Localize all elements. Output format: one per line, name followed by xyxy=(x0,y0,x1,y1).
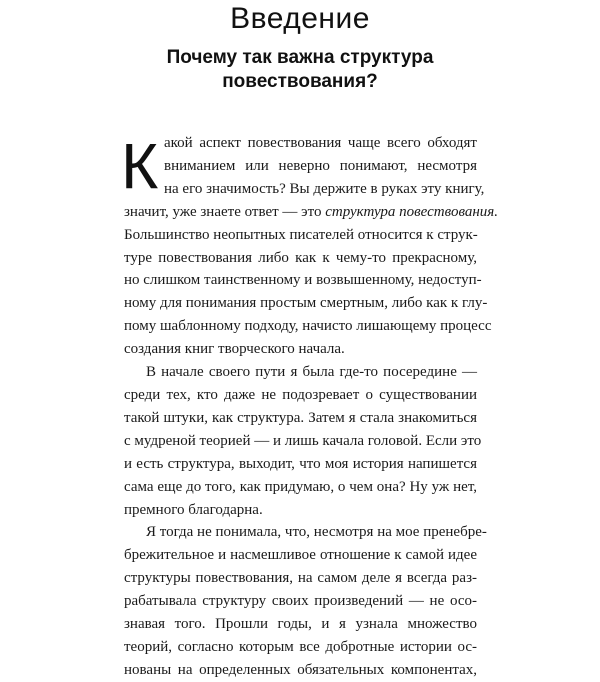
text-line xyxy=(124,201,499,224)
text-line: нованы на определенных обязательных компонентах, xyxy=(124,661,477,678)
text-line: создания книг творческого начала. xyxy=(124,341,345,358)
text-line: среди тех, кто даже не подозревает о существовании xyxy=(124,386,477,403)
paragraph-3 xyxy=(124,521,487,681)
text-line: на его значимость? Вы держите в руках эту книгу, xyxy=(164,180,485,197)
text-line: и есть структура, выходит, что моя история напишется xyxy=(124,455,477,472)
text-line: знавая того. Прошли годы, и я узнала множество xyxy=(124,616,477,633)
text-line: теорий, согласно которым все добротные истории ос- xyxy=(124,638,477,655)
text-line: с мудреной теорией — и лишь качала головой. Если это xyxy=(124,432,482,449)
text-line: В начале своего пути я была где-то посередине — xyxy=(146,364,477,381)
body-text xyxy=(121,130,499,682)
text-line: рабатывала структуру своих произведений — не осо- xyxy=(124,593,477,610)
text-line: акой аспект повествования чаще всего обходят xyxy=(164,135,477,151)
text-line: структуры повествования, на самом деле я всегда раз- xyxy=(124,570,477,587)
paragraph-2 xyxy=(124,361,482,521)
emphasis-text: структура повествования. xyxy=(325,203,499,220)
text-line: туре повествования либо как к чему-то прекрасному, xyxy=(124,249,477,266)
chapter-title: Введение xyxy=(230,2,370,35)
text-line: Я тогда не понимала, что, несмотря на мое пренебре- xyxy=(146,524,487,541)
text-line: пому шаблонному подходу, начисто лишающему процесс xyxy=(124,318,492,335)
chapter-subtitle xyxy=(0,46,600,94)
text-line: но слишком таинственному и возвышенному, недоступ- xyxy=(124,272,482,289)
text-span: значит, уже знаете ответ — это xyxy=(124,203,326,220)
drop-cap: К xyxy=(121,130,159,202)
text-line: такой штуки, как структура. Затем я стала знакомиться xyxy=(124,409,477,426)
text-line: Большинство неопытных писателей относится к струк- xyxy=(124,226,478,243)
text-line: брежительное и насмешливое отношение к самой идее xyxy=(124,547,477,564)
text-line: премного благодарна. xyxy=(124,501,263,518)
subtitle-line-1: Почему так важна структура xyxy=(166,47,434,68)
text-line: вниманием или неверно понимают, несмотря xyxy=(164,157,477,174)
subtitle-line-2: повествования? xyxy=(222,71,378,92)
text-line: ному для понимания простым смертным, либо как к глу- xyxy=(124,295,488,312)
text-line: сама еще до того, как придумаю, о чем она? Ну уж нет, xyxy=(124,478,477,495)
paragraph-intro xyxy=(121,130,499,361)
